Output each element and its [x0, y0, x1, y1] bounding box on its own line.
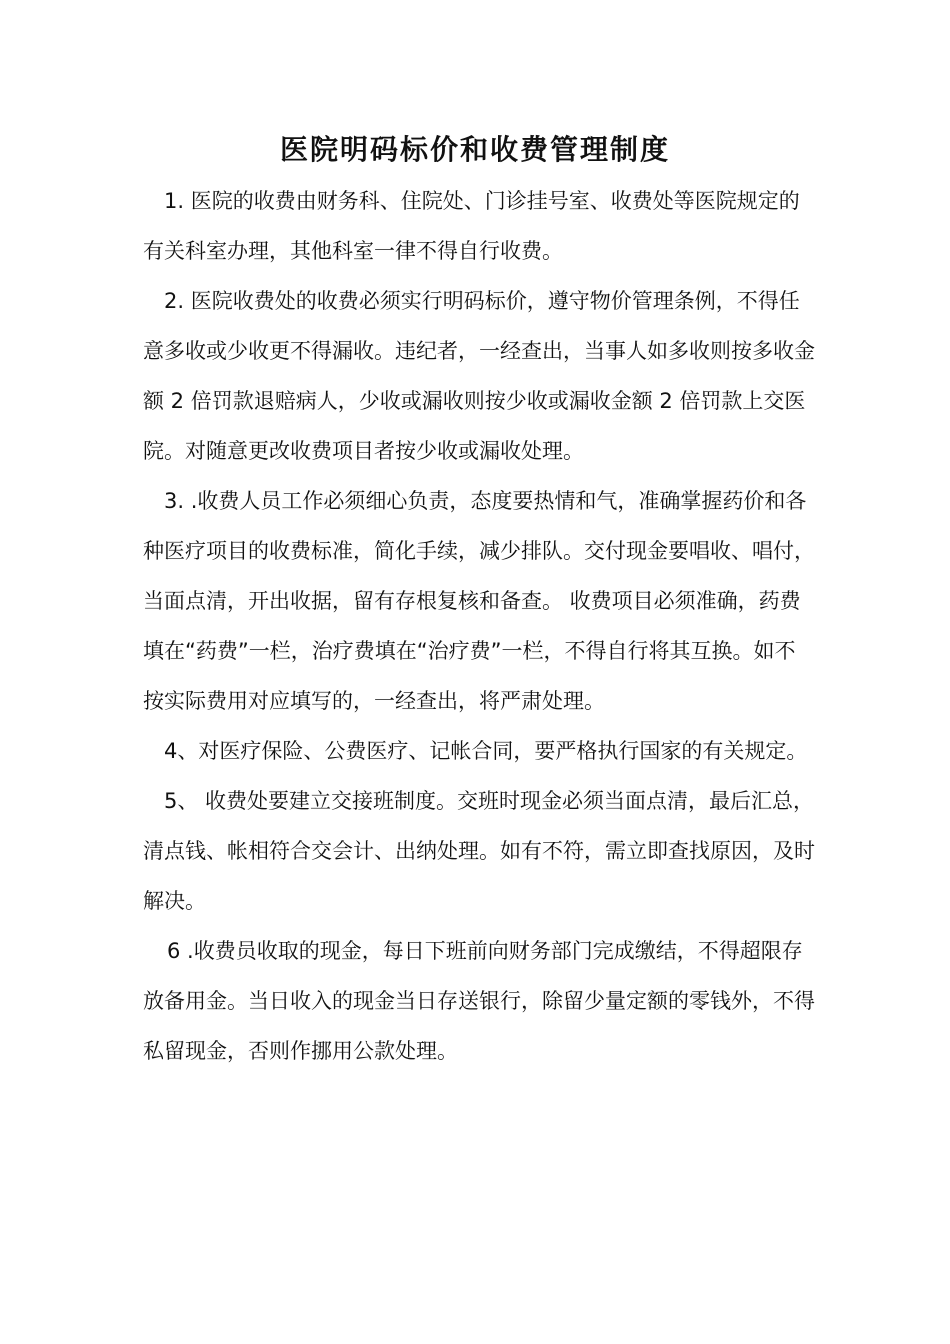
- paragraph-6: 6 .收费员收取的现金，每日下班前向财务部门完成缴结，不得超限存放备用金。当日收入的现金当日存送银行，除留少量定额的零钱外，不得私留现金，否则作挪用公款处理。: [143, 939, 815, 1063]
- paragraph-1: 1. 医院的收费由财务科、住院处、门诊挂号室、收费处等医院规定的有关科室办理，其他科室一律不得自行收费。: [143, 189, 800, 263]
- document-title: 医院明码标价和收费管理制度: [279, 133, 670, 166]
- document-body: [143, 176, 815, 1076]
- paragraph-2: 2. 医院收费处的收费必须实行明码标价，遵守物价管理条例，不得任意多收或少收更不得漏收。违纪者，一经查出，当事人如多收则按多收金额 2 倍罚款退赔病人，少收或漏收则按少收或漏收金额 2 倍罚款上交医院。对随意更改收费项目者按少收或漏收处理。: [143, 289, 815, 463]
- paragraph-4: 4、对医疗保险、公费医疗、记帐合同，要严格执行国家的有关规定。: [164, 739, 808, 763]
- paragraph-3: 3. .收费人员工作必须细心负责，态度要热情和气，准确掌握药价和各种医疗项目的收费标准，简化手续，减少排队。交付现金要唱收、唱付，当面点清，开出收据，留有存根复核和备查。 收费项目必须准确，药费填在“药费”一栏，治疗费填在“治疗费”一栏，不得自行将其互换。如不按实际费用对应填写的，一经查出，将严肃处理。: [143, 489, 815, 713]
- paragraph-5: 5、 收费处要建立交接班制度。交班时现金必须当面点清，最后汇总，清点钱、帐相符合交会计、出纳处理。如有不符，需立即查找原因，及时解决。: [143, 789, 815, 913]
